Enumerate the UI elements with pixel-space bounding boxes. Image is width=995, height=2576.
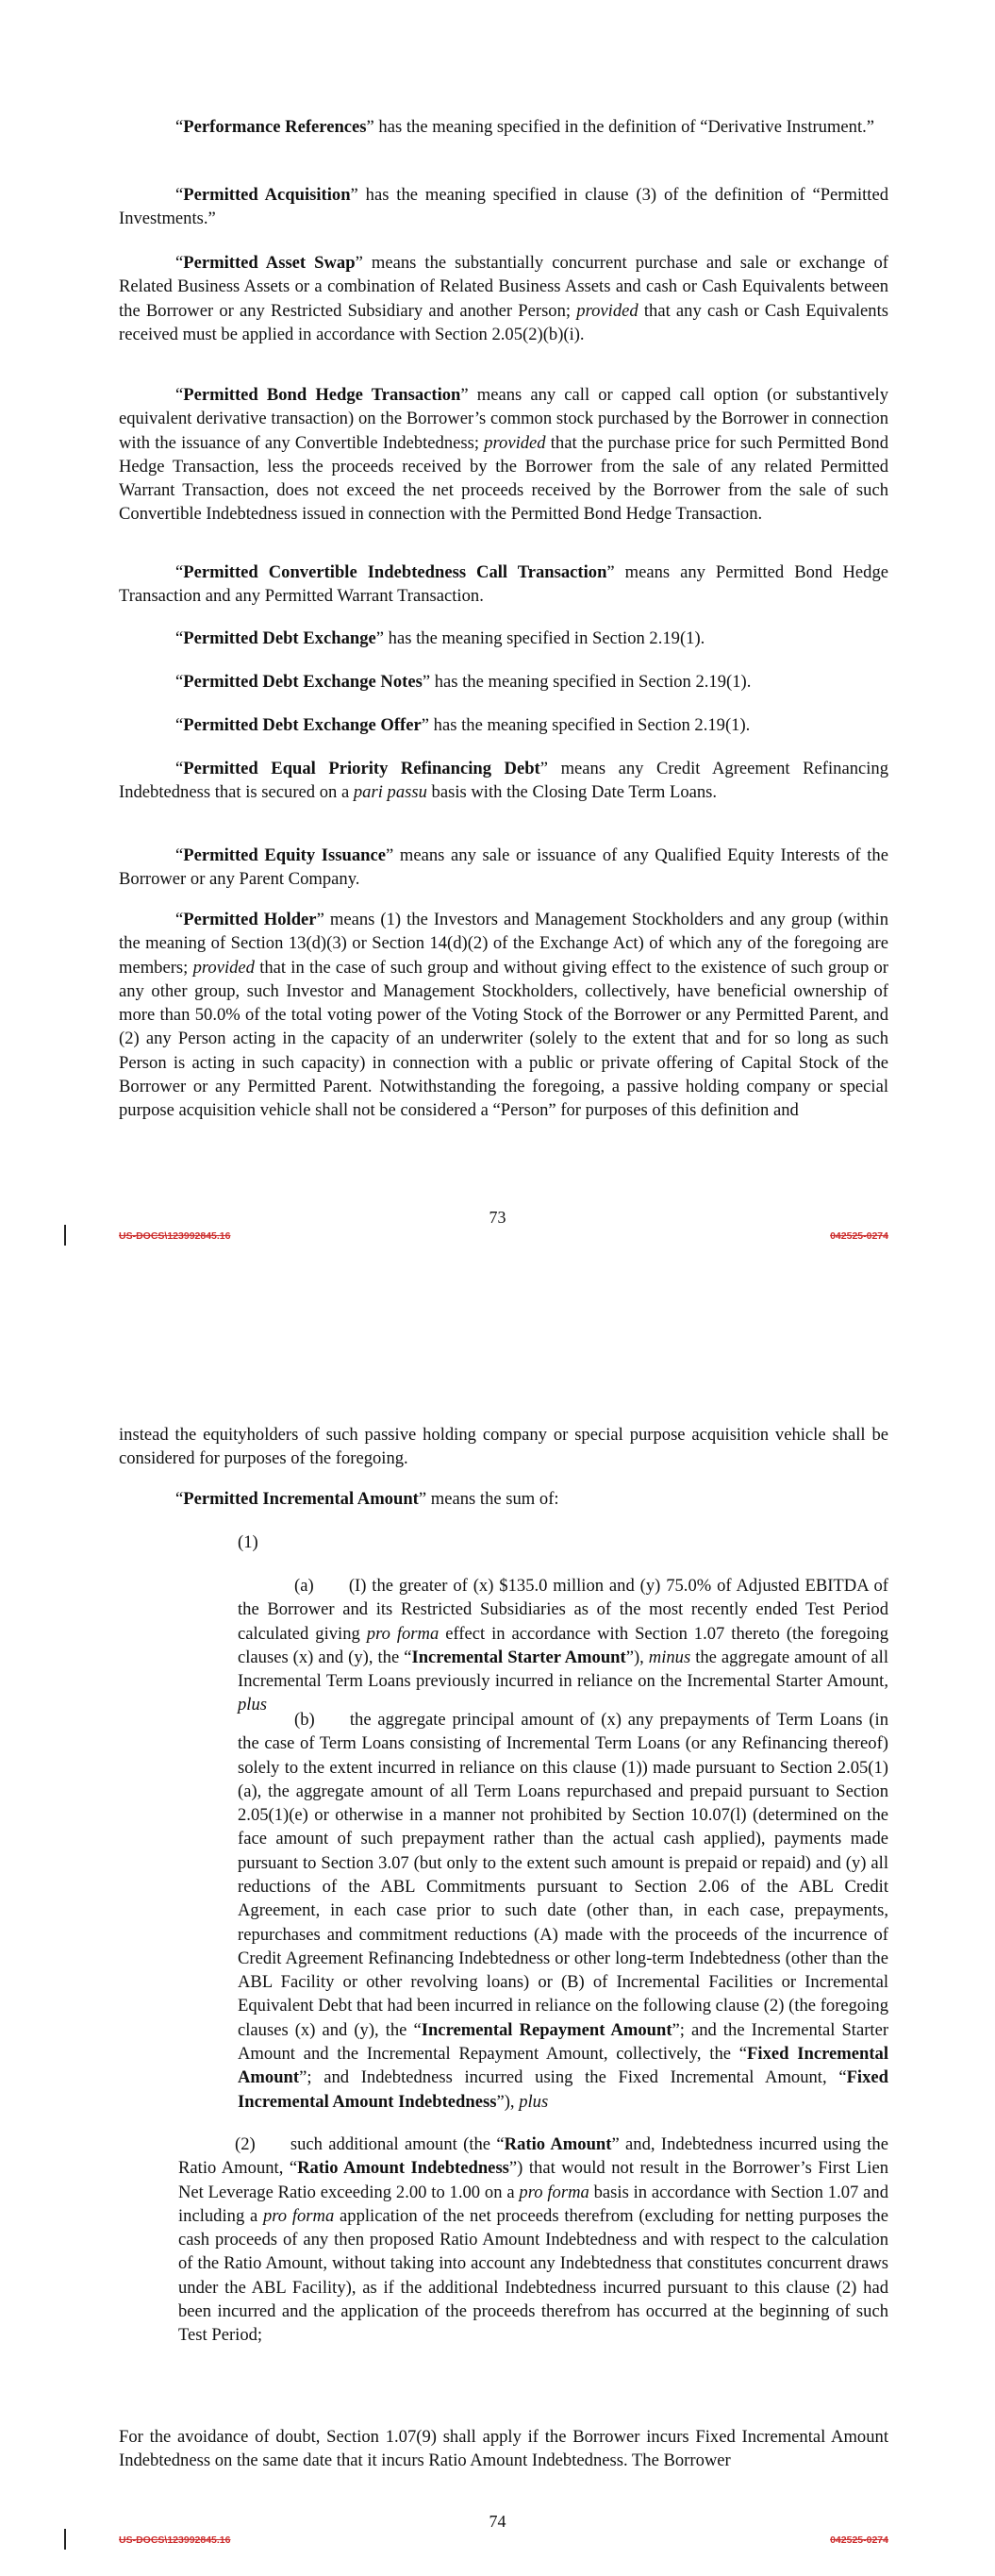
defined-term: Permitted Holder [183, 910, 317, 929]
revision-bar [64, 1225, 66, 1246]
definition-permitted-incremental-amount: “Permitted Incremental Amount” means the sum of: [175, 1489, 559, 1509]
page-number: 74 [489, 2512, 506, 2531]
defined-term: Performance References [183, 117, 367, 137]
defined-term: Permitted Incremental Amount [183, 1489, 419, 1509]
definition-permitted-bond-hedge-transaction: “Permitted Bond Hedge Transaction” means any call or capped call option (or substantively equivalent derivative transaction) on the Borrower’s common stock purchased by the Borrower in connection with the issuance of any Convertible Indebtedness; provided that the purchase price for such Permitted Bond Hedge Transaction, less the proceeds received by the Borrower from the sale of any related Permitted Warrant Transaction, does not exceed the net proceeds received by the Borrower from the sale of such Convertible Indebtedness issued in connection with the Permitted Bond Hedge Transaction. [119, 385, 888, 525]
clause-1b: (b) the aggregate principal amount of (x) any prepayments of Term Loans (in the case of Term Loans consisting of Incremental Term Loans (or any Refinancing thereof) solely to the extent incurred in reliance on this clause (1)) made pursuant to Section 2.05(1)(a), the aggregate amount of all Term Loans repurchased and prepaid pursuant to Section 2.05(1)(e) or otherwise in a manner not prohibited by Section 10.07(l) (determined on the face amount of such prepayment rather than the actual cash applied), payments made pursuant to Section 3.07 (but only to the extent such amount is prepaid or repaid) and (y) all reductions of the ABL Commitments pursuant to Section 2.06 of the ABL Credit Agreement, in each case prior to such date (other than, in each case, prepayments, repurchases and commitment reductions (A) made with the proceeds of the incurrence of Credit Agreement Refinancing Indebtedness or other long-term Indebtedness (other than the ABL Facility or other revolving loans) or (B) of Incremental Facilities or Incremental Equivalent Debt that had been incurred in reliance on the following clause (2) (the foregoing clauses (x) and (y), the “Incremental Repayment Amount”; and the Incremental Starter Amount and the Incremental Repayment Amount, collectively, the “Fixed Incremental Amount”; and Indebtedness incurred using the Fixed Incremental Amount, “Fixed Incremental Amount Indebtedness”), plus [238, 1710, 889, 2112]
defined-term: Permitted Debt Exchange [183, 628, 376, 648]
footer-doc-id: US-DOCS\123992845.16 [119, 2534, 231, 2546]
definition-permitted-equal-priority-refinancing-debt: “Permitted Equal Priority Refinancing Debt” means any Credit Agreement Refinancing Indebtedness that is secured on a pari passu basis with the Closing Date Term Loans. [119, 759, 889, 803]
clause-1a: (a) (I) the greater of (x) $135.0 million and (y) 75.0% of Adjusted EBITDA of the Borrower and its Restricted Subsidiaries as of the most recently ended Test Period calculated giving pro forma effect in accordance with Section 1.07 thereto (the foregoing clauses (x) and (y), the “Incremental Starter Amount”), minus the aggregate amount of all Incremental Term Loans previously incurred in reliance on the Incremental Starter Amount, plus [238, 1576, 888, 1715]
defined-term: Permitted Acquisition [183, 185, 351, 205]
defined-term: Fixed Incremental Amount [238, 2043, 888, 2088]
defined-term: Fixed Incremental Amount Indebtedness [238, 2067, 888, 2112]
defined-term: Ratio Amount Indebtedness [297, 2158, 509, 2179]
definition-performance-references: “Performance References” has the meaning specified in the definition of “Derivative Instrument.” [175, 117, 875, 137]
defined-term: Permitted Debt Exchange Offer [183, 715, 422, 735]
clause-2: (2) such additional amount (the “Ratio Amount” and, Indebtedness incurred using the Ratio Amount, “Ratio Amount Indebtedness”) that would not result in the Borrower’s First Lien Net Leverage Ratio exceeding 2.00 to 1.00 on a pro forma basis in accordance with Section 1.07 and including a pro forma application of the net proceeds therefrom (excluding for netting purposes the cash proceeds of any then proposed Ratio Amount Indebtedness and with respect to the calculation of the Ratio Amount, without taking into account any Indebtedness that constitutes concurrent draws under the ABL Facility), as if the additional Indebtedness incurred pursuant to this clause (2) had been incurred and the application of the proceeds therefrom has occurred at the beginning of such Test Period; [178, 2134, 888, 2346]
definition-permitted-debt-exchange-offer: “Permitted Debt Exchange Offer” has the meaning specified in Section 2.19(1). [175, 715, 751, 735]
defined-term: Incremental Starter Amount [411, 1647, 626, 1667]
footer-matter-number: 042525-0274 [830, 1230, 888, 1242]
defined-term: Permitted Bond Hedge Transaction [183, 385, 461, 405]
definition-permitted-holder: “Permitted Holder” means (1) the Investors and Management Stockholders and any group (within the meaning of Section 13(d)(3) or Section 14(d)(2) of the Exchange Act) of which any of the foregoing are members; provided that in the case of such group and without giving effect to the existence of such group or any other group, such Investor and Management Stockholders, collectively, have beneficial ownership of more than 50.0% of the total voting power of the Voting Stock of the Borrower or any Permitted Parent, and (2) any Person acting in the capacity of an underwriter (solely to the extent that and for so long as such Person is acting in such capacity) in connection with a public or private offering of Capital Stock of the Borrower or any Permitted Parent. Notwithstanding the foregoing, a passive holding company or special purpose acquisition vehicle shall not be considered a “Person” for purposes of this definition and [119, 910, 889, 1121]
definition-permitted-debt-exchange-notes: “Permitted Debt Exchange Notes” has the meaning specified in Section 2.19(1). [175, 672, 752, 692]
defined-term: Permitted Convertible Indebtedness Call Transaction [183, 562, 607, 582]
defined-term: Incremental Repayment Amount [421, 2019, 672, 2040]
footer-matter-number: 042525-0274 [830, 2534, 888, 2546]
definition-permitted-asset-swap: “Permitted Asset Swap” means the substantially concurrent purchase and sale or exchange of Related Business Assets or a combination of Related Business Assets and cash or Cash Equivalents between the Borrower or any Restricted Subsidiary and another Person; provided that any cash or Cash Equivalents received must be applied in accordance with Section 2.05(2)(b)(i). [119, 253, 888, 344]
defined-term: Ratio Amount [504, 2134, 612, 2154]
definition-permitted-equity-issuance: “Permitted Equity Issuance” means any sale or issuance of any Qualified Equity Interests of the Borrower or any Parent Company. [119, 845, 888, 890]
footer-doc-id: US-DOCS\123992845.16 [119, 1230, 231, 1242]
revision-bar [64, 2529, 66, 2550]
clause-1-label: (1) [238, 1532, 258, 1552]
paragraph-continuation: instead the equityholders of such passive holding company or special purpose acquisition vehicle shall be considered for purposes of the foregoing. [119, 1425, 888, 1469]
page-number: 73 [489, 1208, 506, 1227]
defined-term: Permitted Debt Exchange Notes [183, 672, 423, 692]
defined-term: Permitted Equal Priority Refinancing Debt [183, 759, 540, 778]
defined-term: Permitted Asset Swap [183, 253, 356, 273]
definition-permitted-acquisition: “Permitted Acquisition” has the meaning specified in clause (3) of the definition of “Permitted Investments.” [119, 185, 888, 229]
defined-term: Permitted Equity Issuance [183, 845, 386, 865]
definition-permitted-debt-exchange: “Permitted Debt Exchange” has the meaning specified in Section 2.19(1). [175, 628, 705, 648]
definition-permitted-convertible-indebtedness-call-transaction: “Permitted Convertible Indebtedness Call Transaction” means any Permitted Bond Hedge Transaction and any Permitted Warrant Transaction. [119, 562, 888, 607]
paragraph-avoidance-of-doubt: For the avoidance of doubt, Section 1.07(9) shall apply if the Borrower incurs Fixed Incremental Amount Indebtedness on the same date that it incurs Ratio Amount Indebtedness. The Borrower [119, 2427, 888, 2471]
